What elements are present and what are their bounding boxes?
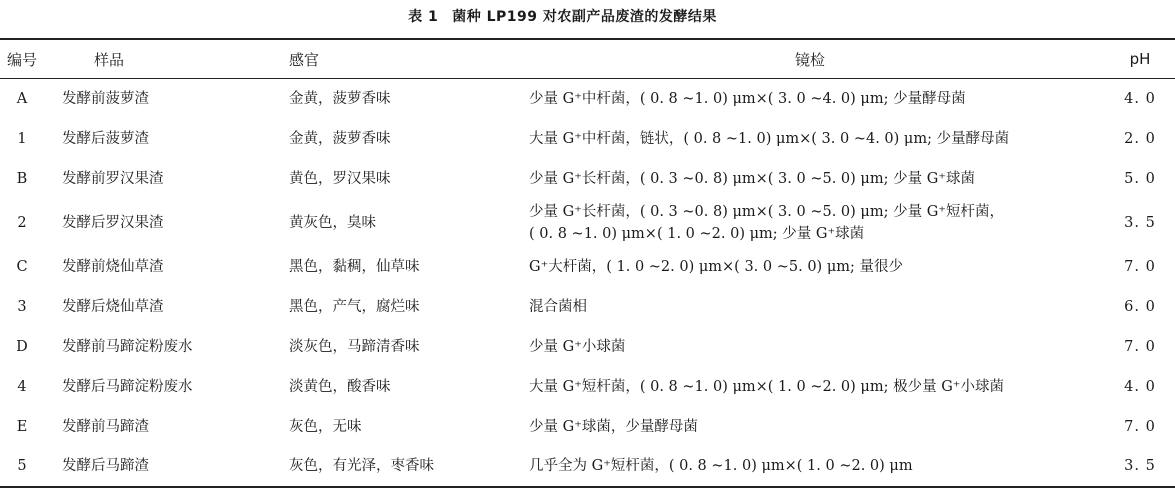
table-row [0, 287, 1175, 327]
cell-microscopy: 大量 G⁺中杆菌，链状，( 0. 8 ~1. 0) μm×( 3. 0 ~4. 0) μm; 少量酵母菌 [529, 130, 1010, 147]
cell-ph: 7. 0 [1124, 338, 1156, 355]
cell-microscopy: 少量 G⁺球菌，少量酵母菌 [529, 418, 698, 435]
cell-sample: 发酵前马蹄渣 [62, 418, 149, 435]
cell-sample: 发酵后马蹄淀粉废水 [62, 378, 193, 395]
table-row [0, 247, 1175, 287]
cell-sample: 发酵后马蹄渣 [62, 458, 149, 474]
cell-sample: 发酵前烧仙草渣 [62, 258, 164, 275]
table-title: 菌种 LP199 对农副产品废渣的发酵结果 [452, 9, 717, 25]
cell-ph: 4. 0 [1124, 90, 1156, 107]
cell-ph: 3. 5 [1124, 214, 1156, 231]
cell-sensory: 金黄，菠萝香味 [289, 130, 391, 147]
cell-sample: 发酵后菠萝渣 [62, 130, 149, 147]
table-caption [0, 6, 1125, 26]
cell-id: 1 [17, 130, 27, 147]
cell-id: E [16, 418, 28, 435]
cell-microscopy: G⁺大杆菌，( 1. 0 ~2. 0) μm×( 3. 0 ~5. 0) μm; 量很少 [529, 258, 903, 275]
header-ph: pH [1129, 50, 1151, 68]
cell-ph: 5. 0 [1124, 170, 1156, 187]
cell-id: 2 [17, 214, 27, 231]
cell-ph: 2. 0 [1124, 130, 1156, 147]
cell-sample: 发酵前罗汉果渣 [62, 170, 164, 187]
cell-ph: 7. 0 [1124, 418, 1156, 435]
cell-sensory: 淡黄色，酸香味 [289, 378, 391, 395]
table-row [0, 159, 1175, 199]
cell-microscopy-line-1: 少量 G⁺长杆菌，( 0. 3 ~0. 8) μm×( 3. 0 ~5. 0) μm; 少量 G⁺短杆菌， [529, 203, 1004, 220]
cell-sample: 发酵前马蹄淀粉废水 [62, 338, 193, 355]
table-row [0, 447, 1175, 487]
cell-id: A [16, 90, 28, 107]
cell-microscopy: 混合菌相 [529, 298, 587, 315]
table-row [0, 199, 1175, 247]
cell-ph: 7. 0 [1124, 258, 1156, 275]
cell-id: 4 [17, 378, 27, 395]
cell-id: 5 [17, 458, 27, 474]
cell-sensory: 金黄，菠萝香味 [289, 90, 391, 107]
cell-sensory: 黄色，罗汉果味 [289, 170, 391, 187]
table-row [0, 367, 1175, 407]
header-sample: 样品 [94, 50, 125, 69]
cell-microscopy: 几乎全为 G⁺短杆菌，( 0. 8 ~1. 0) μm×( 1. 0 ~2. 0) μm [529, 458, 913, 474]
cell-microscopy: 少量 G⁺小球菌 [529, 338, 626, 355]
cell-sensory: 黑色，产气，腐烂味 [289, 298, 420, 315]
table-row [0, 119, 1175, 159]
header-sensory: 感官 [289, 50, 320, 69]
cell-id: C [16, 258, 28, 275]
cell-id: D [16, 338, 28, 355]
cell-microscopy: 少量 G⁺中杆菌，( 0. 8 ~1. 0) μm×( 3. 0 ~4. 0) μm; 少量酵母菌 [529, 90, 966, 107]
cell-sample: 发酵后烧仙草渣 [62, 298, 164, 315]
table-row [0, 407, 1175, 447]
cell-sensory: 黄灰色，臭味 [289, 214, 376, 231]
cell-sensory: 黑色，黏稠，仙草味 [289, 258, 420, 275]
cell-id: 3 [17, 298, 27, 315]
cell-microscopy: 大量 G⁺短杆菌，( 0. 8 ~1. 0) μm×( 1. 0 ~2. 0) μm; 极少量 G⁺小球菌 [529, 378, 1004, 395]
cell-sample: 发酵后罗汉果渣 [62, 214, 164, 231]
cell-microscopy [515, 199, 1105, 247]
cell-ph: 3. 5 [1124, 458, 1156, 474]
cell-id: B [16, 170, 28, 187]
table-number: 表 1 [408, 9, 439, 25]
cell-ph: 6. 0 [1124, 298, 1156, 315]
table-row [0, 327, 1175, 367]
cell-microscopy-line-2: ( 0. 8 ~1. 0) μm×( 1. 0 ~2. 0) μm; 少量 G⁺球菌 [529, 225, 865, 242]
cell-sensory: 淡灰色，马蹄清香味 [289, 338, 420, 355]
table-header-row [0, 39, 1175, 79]
cell-sensory: 灰色，无味 [289, 418, 362, 435]
header-microscopy: 镜检 [794, 50, 825, 69]
cell-sample: 发酵前菠萝渣 [62, 90, 149, 107]
results-table [0, 38, 1175, 488]
header-id: 编号 [6, 50, 37, 69]
table-row [0, 79, 1175, 119]
cell-ph: 4. 0 [1124, 378, 1156, 395]
cell-microscopy: 少量 G⁺长杆菌，( 0. 3 ~0. 8) μm×( 3. 0 ~5. 0) μm; 少量 G⁺球菌 [529, 170, 975, 187]
cell-sensory: 灰色，有光泽，枣香味 [289, 458, 434, 474]
